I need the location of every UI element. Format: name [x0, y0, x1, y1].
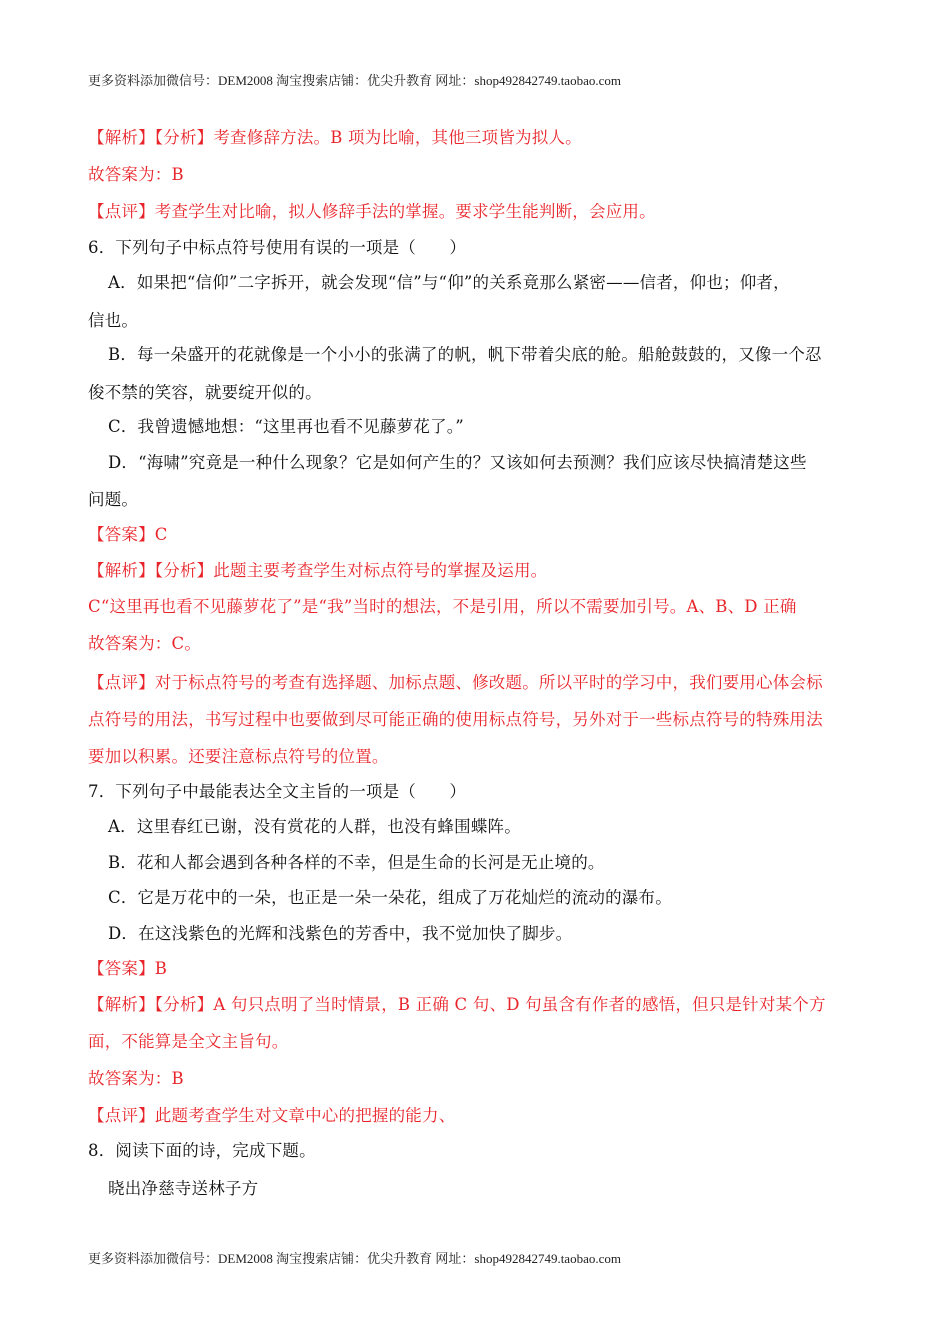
q7-analysis-cont: 面，不能算是全文主旨句。 — [88, 1032, 289, 1051]
q8-stem: 8．阅读下面的诗，完成下题。 — [88, 1141, 316, 1160]
q5-answer-line: 故答案为：B — [88, 165, 184, 184]
q8-poem-title: 晓出净慈寺送林子方 — [108, 1179, 259, 1198]
q6-comment-cont-1: 点符号的用法，书写过程中也要做到尽可能正确的使用标点符号，另外对于一些标点符号的特殊用法 — [88, 710, 823, 729]
q6-comment: 【点评】对于标点符号的考查有选择题、加标点题、修改题。所以平时的学习中，我们要用心体会标 — [88, 673, 823, 692]
q7-option-c: C．它是万花中的一朵，也正是一朵一朵花，组成了万花灿烂的流动的瀑布。 — [108, 888, 672, 907]
q6-comment-cont-2: 要加以积累。还要注意标点符号的位置。 — [88, 747, 389, 766]
q7-analysis: 【解析】【分析】A 句只点明了当时情景，B 正确 C 句、D 句虽含有作者的感悟，但只是针对某个方 — [88, 995, 826, 1014]
page-footer: 更多资料添加微信号：DEM2008 淘宝搜索店铺：优尖升教育 网址：shop492842749.taobao.com — [88, 1251, 621, 1266]
q6-option-c: C．我曾遗憾地想：“这里再也看不见藤萝花了。” — [108, 417, 464, 436]
q6-option-b-cont: 俊不禁的笑容，就要绽开似的。 — [88, 383, 322, 402]
q6-answer: 【答案】C — [88, 525, 168, 544]
q7-option-b: B．花和人都会遇到各种各样的不幸，但是生命的长河是无止境的。 — [108, 853, 605, 872]
page-header: 更多资料添加微信号：DEM2008 淘宝搜索店铺：优尖升教育 网址：shop492842749.taobao.com — [88, 73, 621, 88]
q7-stem: 7．下列句子中最能表达全文主旨的一项是（ ） — [88, 782, 467, 801]
q6-option-d: D．“海啸”究竟是一种什么现象？它是如何产生的？又该如何去预测？我们应该尽快搞清楚这些 — [108, 453, 807, 472]
q7-option-d: D．在这浅紫色的光辉和浅紫色的芳香中，我不觉加快了脚步。 — [108, 924, 573, 943]
q6-stem: 6．下列句子中标点符号使用有误的一项是（ ） — [88, 238, 467, 257]
q6-explain: C“这里再也看不见藤萝花了”是“我”当时的想法，不是引用，所以不需要加引号。A、B、D 正确 — [88, 597, 797, 616]
q6-analysis: 【解析】【分析】此题主要考查学生对标点符号的掌握及运用。 — [88, 561, 548, 580]
q5-analysis: 【解析】【分析】考查修辞方法。B 项为比喻，其他三项皆为拟人。 — [88, 128, 582, 147]
q6-answer-line: 故答案为：C。 — [88, 634, 202, 653]
q7-answer-line: 故答案为：B — [88, 1069, 184, 1088]
q6-option-b: B．每一朵盛开的花就像是一个小小的张满了的帆，帆下带着尖底的舱。船舱鼓鼓的，又像一个忍 — [108, 345, 822, 364]
q7-option-a: A．这里春红已谢，没有赏花的人群，也没有蜂围蝶阵。 — [108, 817, 521, 836]
q7-comment: 【点评】此题考查学生对文章中心的把握的能力、 — [88, 1106, 456, 1125]
q6-option-a: A．如果把“信仰”二字拆开，就会发现“信”与“仰”的关系竟那么紧密——信者，仰也；仰者， — [108, 273, 790, 292]
q6-option-a-cont: 信也。 — [88, 311, 139, 330]
q6-option-d-cont: 问题。 — [88, 490, 139, 509]
q7-answer: 【答案】B — [88, 959, 168, 978]
q5-comment: 【点评】考查学生对比喻，拟人修辞手法的掌握。要求学生能判断，会应用。 — [88, 202, 656, 221]
